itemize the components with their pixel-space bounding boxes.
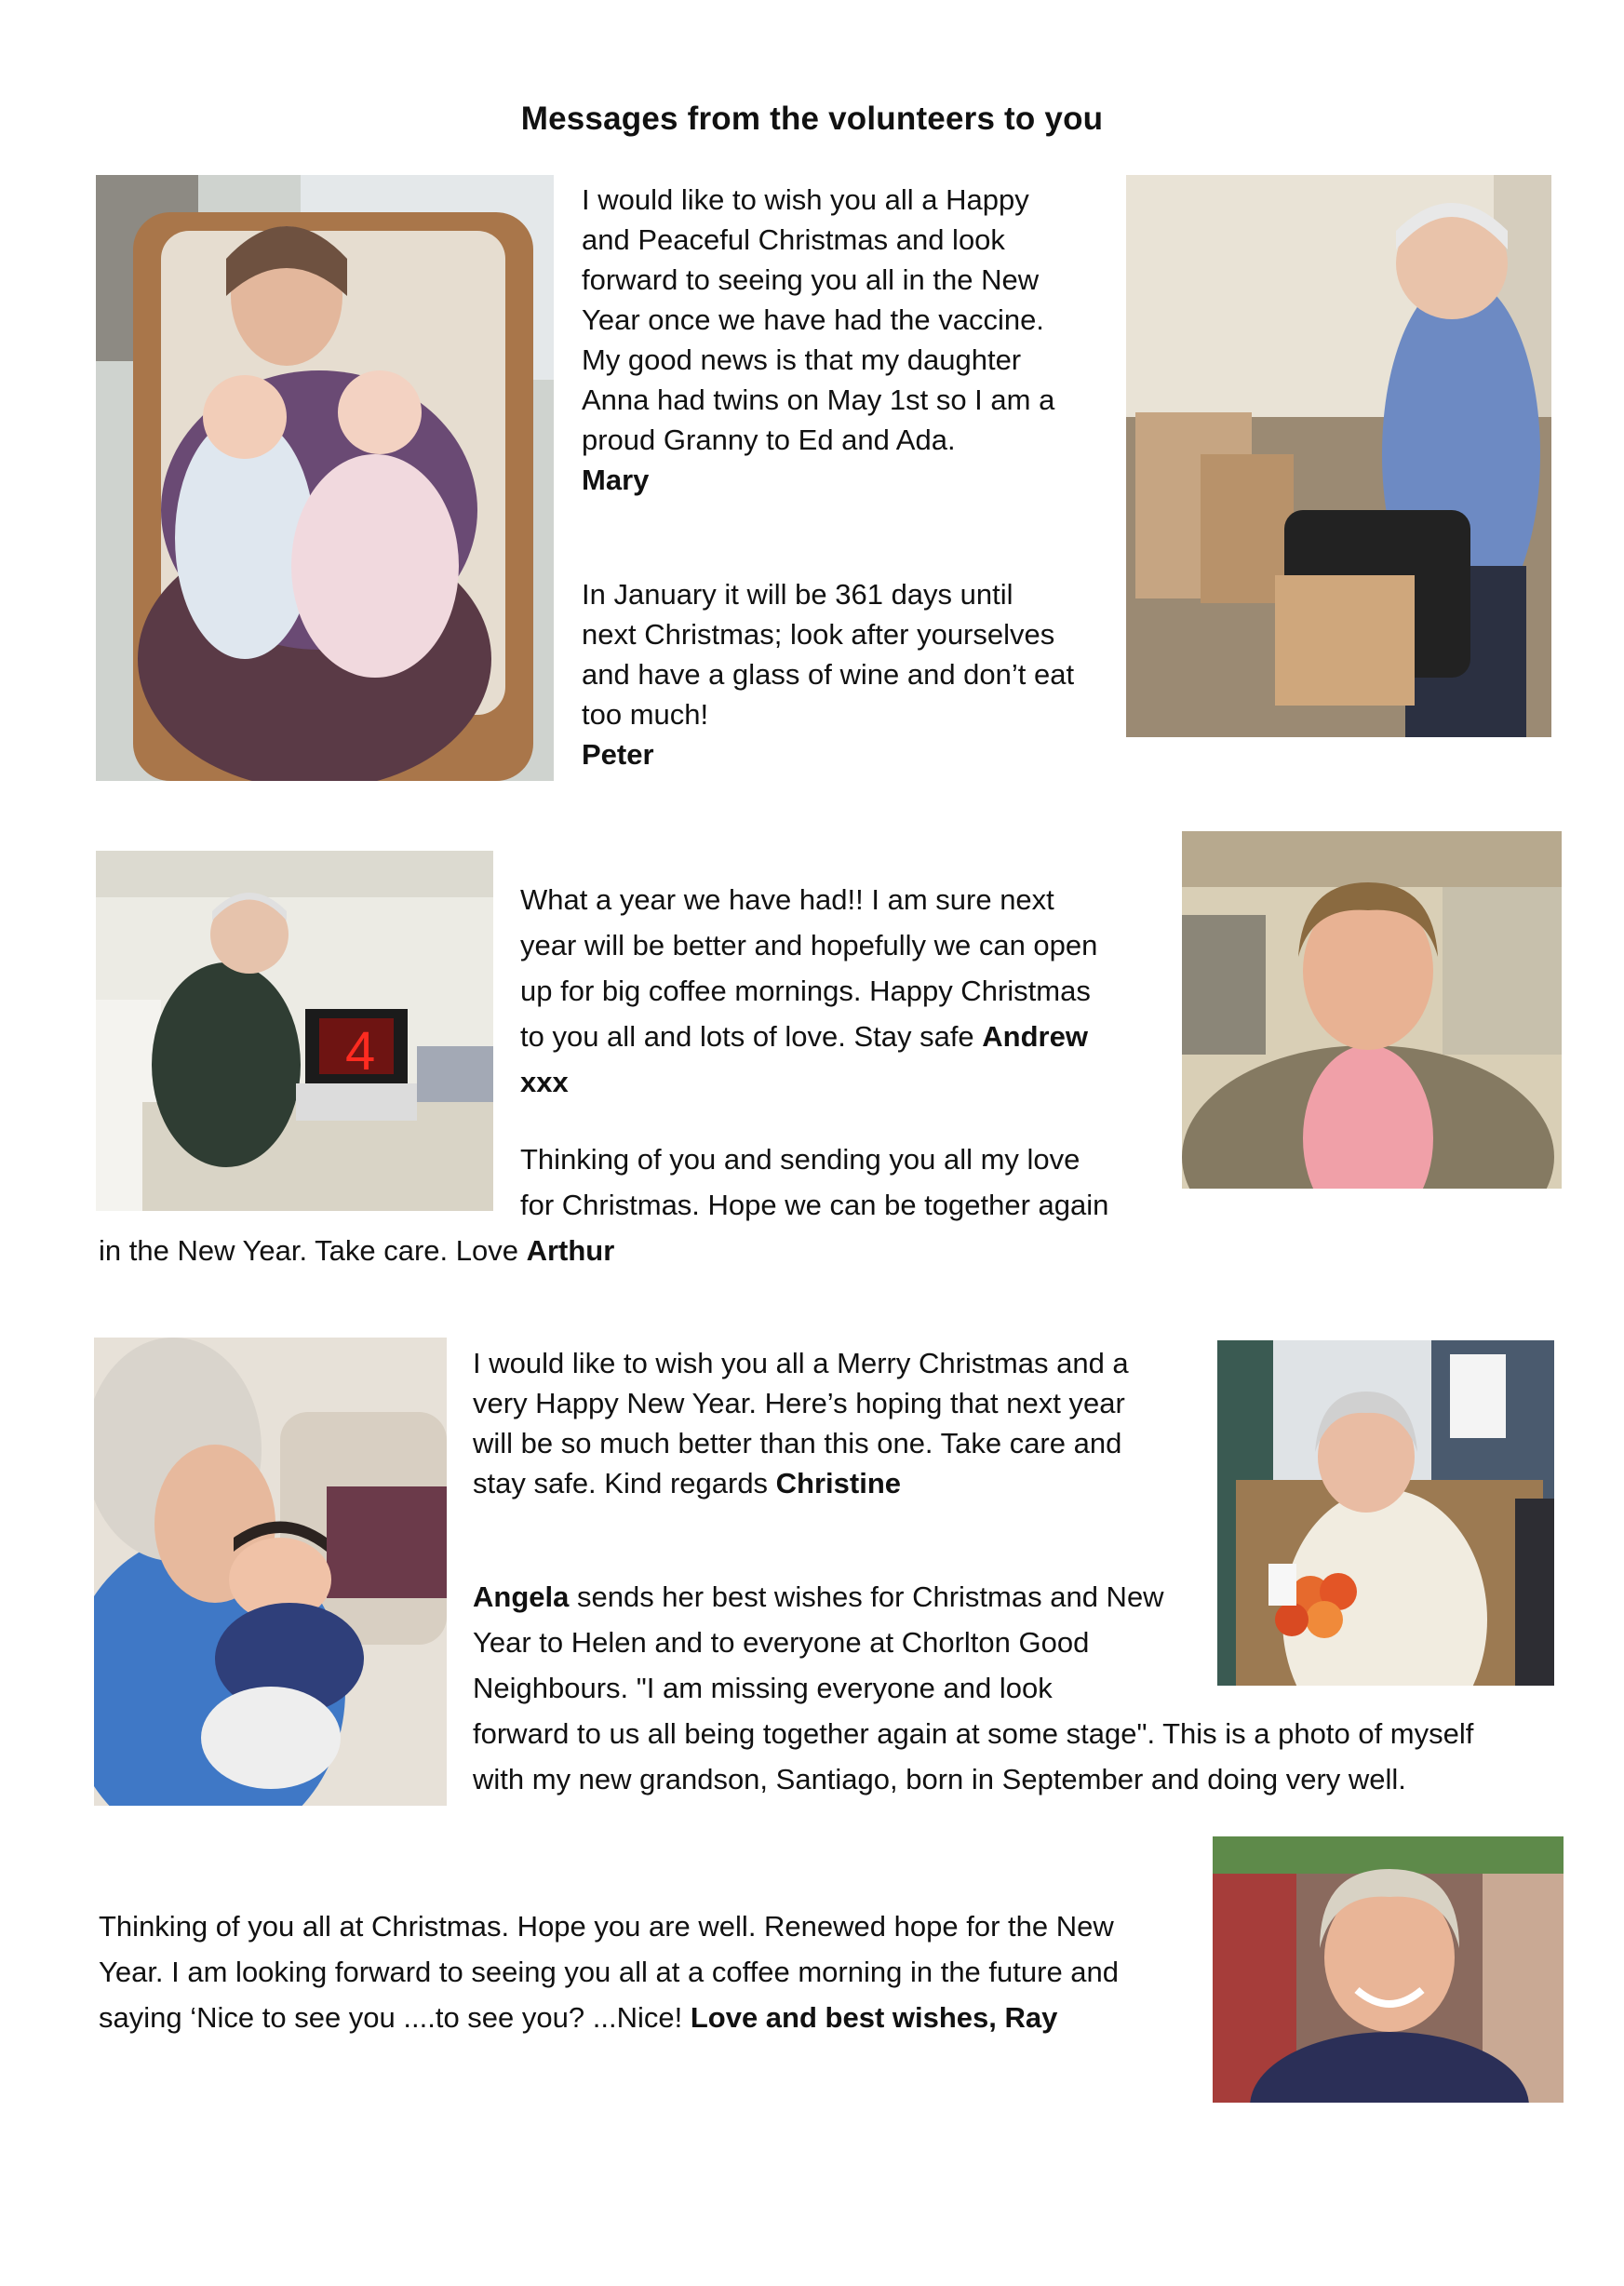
message-line: What a year we have had!! I am sure next bbox=[520, 883, 1054, 916]
photo-ray bbox=[1213, 1836, 1564, 2103]
message-line: up for big coffee mornings. Happy Christmas bbox=[520, 975, 1091, 1007]
message-line bbox=[520, 1014, 1097, 1059]
message-line: year will be better and hopefully we can open bbox=[520, 929, 1098, 961]
message-line: Neighbours. "I am missing everyone and look bbox=[473, 1672, 1053, 1704]
message-line bbox=[473, 1463, 1129, 1503]
message-arthur-end bbox=[99, 1228, 614, 1273]
message-line: Anna had twins on May 1st so I am a bbox=[582, 383, 1055, 416]
signature-ray: Love and best wishes, Ray bbox=[690, 2001, 1058, 2034]
signature-peter: Peter bbox=[582, 738, 654, 771]
message-line: I would like to wish you all a Merry Christmas and a bbox=[473, 1347, 1129, 1379]
message-line: too much! bbox=[582, 698, 709, 731]
message-line: and have a glass of wine and don’t eat bbox=[582, 658, 1075, 691]
message-line: Year once we have had the vaccine. bbox=[582, 303, 1044, 336]
signature-angela: Angela bbox=[473, 1580, 570, 1613]
message-line: and Peaceful Christmas and look bbox=[582, 223, 1005, 256]
signature-andrew: Andrew bbox=[982, 1020, 1088, 1053]
message-text: in the New Year. Take care. Love bbox=[99, 1234, 527, 1267]
message-line: In January it will be 361 days until bbox=[582, 578, 1013, 611]
sign-off-andrew: xxx bbox=[520, 1066, 569, 1098]
message-line: will be so much better than this one. Take care and bbox=[473, 1427, 1122, 1459]
message-line: forward to seeing you all in the New bbox=[582, 263, 1040, 296]
svg-text:4: 4 bbox=[345, 1021, 376, 1082]
message-line: Year. I am looking forward to seeing you all at a coffee morning in the future and bbox=[99, 1956, 1120, 1988]
message-line: for Christmas. Hope we can be together again bbox=[520, 1189, 1109, 1221]
message-line: proud Granny to Ed and Ada. bbox=[582, 424, 956, 456]
photo-arthur bbox=[1182, 831, 1562, 1189]
message-line: very Happy New Year. Here’s hoping that next year bbox=[473, 1387, 1125, 1419]
message-line bbox=[99, 1228, 614, 1273]
message-line: Year to Helen and to everyone at Chorlton Good bbox=[473, 1626, 1090, 1659]
message-text: to you all and lots of love. Stay safe bbox=[520, 1020, 983, 1053]
photo-peter bbox=[1126, 175, 1551, 737]
signature-christine: Christine bbox=[775, 1467, 902, 1499]
message-andrew bbox=[520, 877, 1097, 1105]
message-line: Thinking of you all at Christmas. Hope you are well. Renewed hope for the New bbox=[99, 1910, 1114, 1943]
message-angela bbox=[473, 1574, 1473, 1802]
photo-angela bbox=[94, 1338, 447, 1806]
message-line bbox=[99, 1995, 1119, 2040]
message-peter bbox=[582, 574, 1074, 774]
message-text: saying ‘Nice to see you ....to see you? ...Nice! bbox=[99, 2001, 691, 2034]
signature-mary: Mary bbox=[582, 464, 650, 496]
message-arthur bbox=[520, 1136, 1108, 1228]
message-line: forward to us all being together again at some stage". This is a photo of myself bbox=[473, 1717, 1474, 1750]
message-line: Thinking of you and sending you all my love bbox=[520, 1143, 1080, 1176]
message-christine bbox=[473, 1343, 1129, 1503]
message-mary bbox=[582, 180, 1054, 500]
photo-andrew bbox=[96, 851, 493, 1211]
message-ray bbox=[99, 1903, 1119, 2040]
page-title: Messages from the volunteers to you bbox=[520, 101, 1104, 137]
message-line: I would like to wish you all a Happy bbox=[582, 183, 1029, 216]
message-line: My good news is that my daughter bbox=[582, 343, 1022, 376]
message-text: stay safe. Kind regards bbox=[473, 1467, 776, 1499]
message-line: next Christmas; look after yourselves bbox=[582, 618, 1055, 651]
message-line: with my new grandson, Santiago, born in September and doing very well. bbox=[473, 1763, 1406, 1795]
message-text: sends her best wishes for Christmas and New bbox=[569, 1580, 1164, 1613]
signature-arthur: Arthur bbox=[526, 1234, 615, 1267]
photo-mary bbox=[96, 175, 554, 781]
message-line bbox=[473, 1574, 1473, 1620]
